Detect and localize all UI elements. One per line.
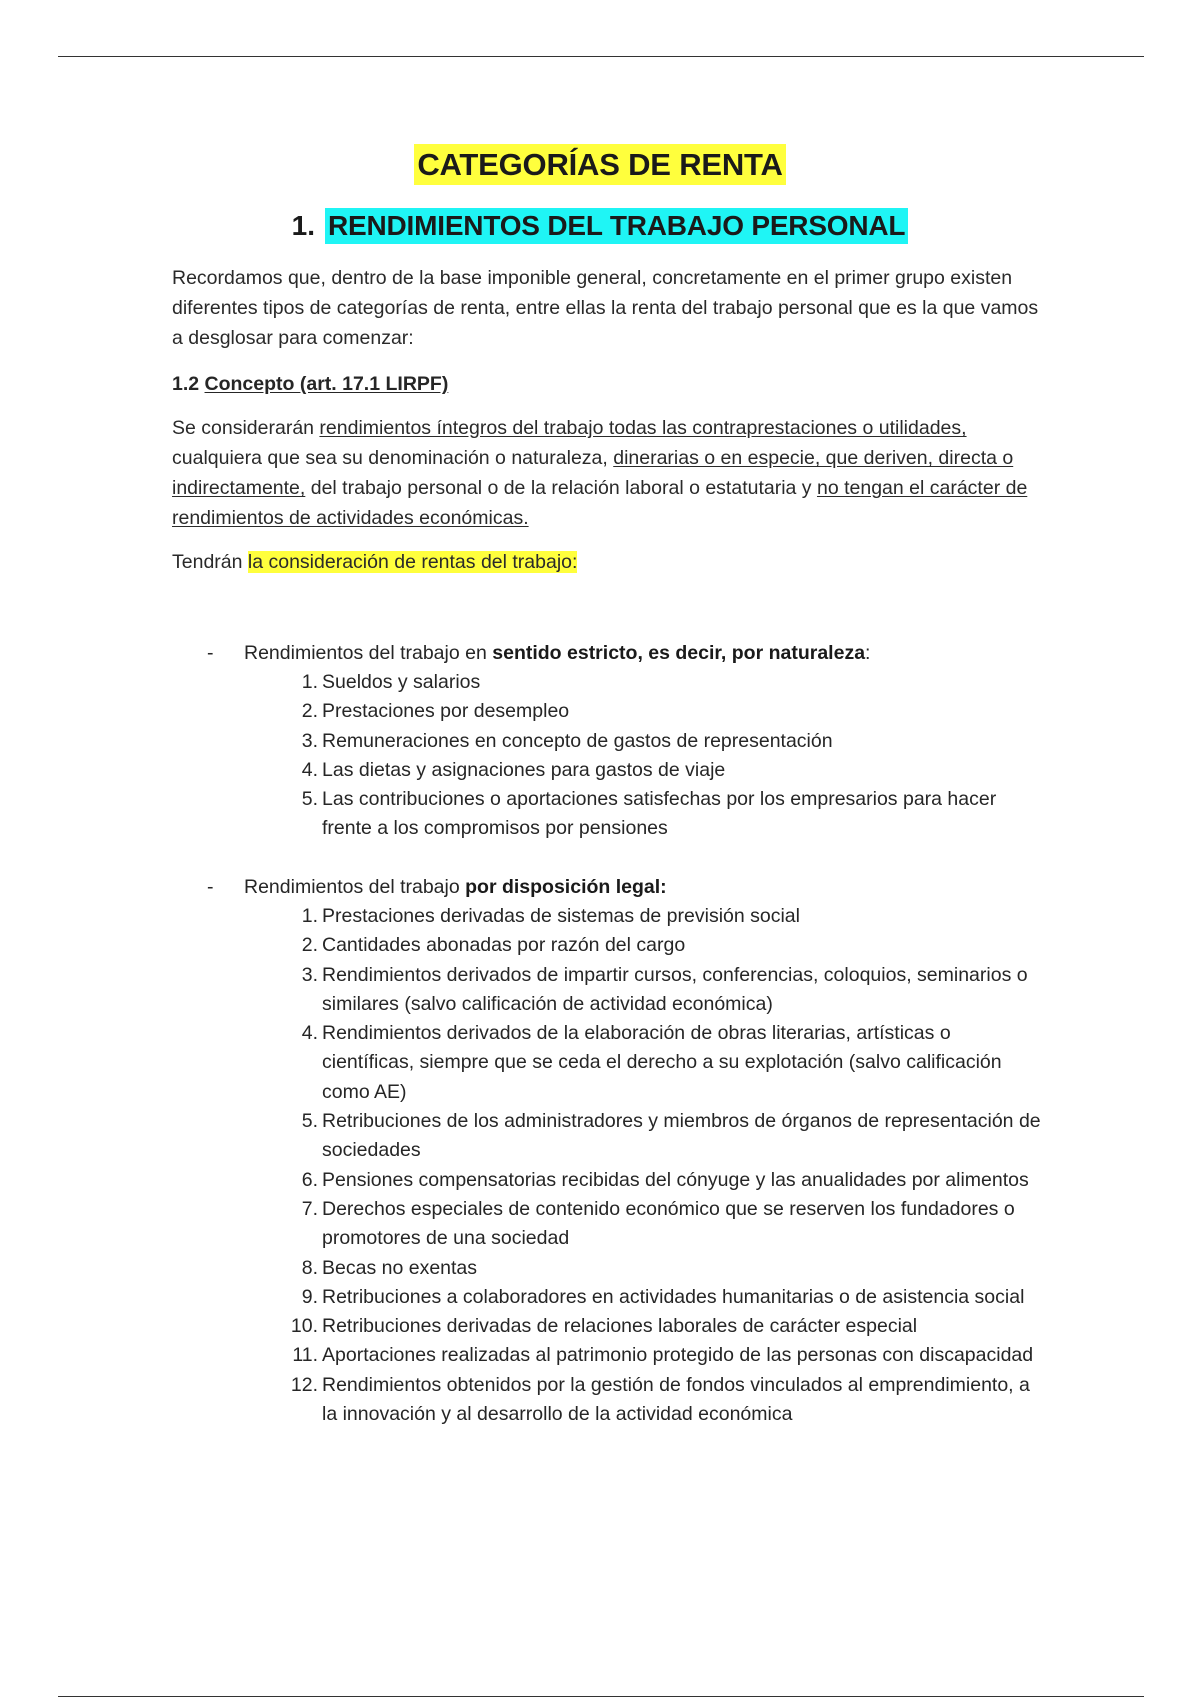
concept-paragraph — [172, 413, 1052, 533]
intro-paragraph: Recordamos que, dentro de la base imponible general, concretamente en el primer grupo existen diferentes tipos de categorías de renta, entre ellas la renta del trabajo personal que es la que vamos a desglosar para comenzar: — [172, 267, 1039, 349]
list-item — [0, 1195, 1042, 1254]
list-item — [0, 961, 1042, 1020]
dash-bullet: - — [207, 642, 214, 664]
lead-prefix: Rendimientos del trabajo — [244, 876, 466, 898]
lead-bold: sentido estricto, es decir, por naturaleza — [492, 642, 866, 664]
lead-prefix: Rendimientos del trabajo en — [244, 642, 493, 664]
list-item — [0, 1166, 1042, 1195]
dash-bullet: - — [207, 876, 214, 898]
group-legal-list — [0, 902, 1200, 1429]
top-rule — [58, 56, 1144, 57]
bottom-rule — [58, 1696, 1144, 1697]
list-item — [0, 756, 1042, 785]
consideration-line — [172, 547, 1052, 577]
item-number: 9. — [301, 1285, 318, 1308]
item-text: Becas no exentas — [322, 1256, 478, 1279]
consideration-prefix: Tendrán — [172, 551, 248, 573]
item-text: Remuneraciones en concepto de gastos de representación — [322, 729, 833, 752]
item-text: Retribuciones de los administradores y miembros de órganos de representación de sociedades — [322, 1110, 1041, 1162]
list-item — [0, 1371, 1042, 1430]
item-number: 2. — [301, 934, 318, 957]
list-item — [0, 1107, 1042, 1166]
item-number: 6. — [301, 1168, 318, 1191]
item-number: 3. — [301, 729, 318, 752]
item-text: Cantidades abonadas por razón del cargo — [322, 934, 686, 957]
lead-bold: por disposición legal: — [465, 876, 667, 898]
lead-suffix: : — [865, 642, 871, 664]
concept-text-3: del trabajo personal o de la relación laboral o estatutaria y — [305, 477, 817, 499]
list-item — [0, 785, 1042, 844]
item-number: 2. — [301, 700, 318, 723]
consideration-highlight: la consideración de rentas del trabajo: — [247, 551, 578, 573]
concept-text-2: cualquiera que sea su denominación o naturaleza, — [172, 447, 614, 469]
group-natural — [0, 638, 1200, 844]
item-number: 4. — [301, 758, 318, 781]
group-natural-list — [0, 668, 1200, 844]
group-natural-lead — [0, 638, 1200, 668]
item-text: Aportaciones realizadas al patrimonio protegido de las personas con discapacidad — [322, 1344, 1034, 1367]
group-legal-lead-text — [244, 872, 667, 902]
item-text: Rendimientos obtenidos por la gestión de fondos vinculados al emprendimiento, a la innovación y al desarrollo de la actividad económica — [322, 1373, 1030, 1426]
item-number: 3. — [301, 963, 318, 986]
item-number: 8. — [301, 1256, 318, 1279]
group-natural-lead-text — [244, 638, 870, 668]
list-item — [0, 1341, 1042, 1370]
list-item — [0, 902, 1042, 931]
item-text: Las contribuciones o aportaciones satisfechas por los empresarios para hacer frente a los compromisos por pensiones — [322, 788, 997, 840]
subheading — [172, 369, 448, 399]
item-text: Prestaciones por desempleo — [322, 700, 570, 723]
subheading-number: 1.2 — [172, 373, 200, 395]
item-number: 5. — [301, 788, 318, 811]
list-item — [0, 1283, 1042, 1312]
section-number: 1. — [291, 210, 316, 241]
group-legal-lead — [0, 872, 1200, 902]
item-number: 5. — [301, 1110, 318, 1133]
item-text: Rendimientos derivados de impartir cursos, conferencias, coloquios, seminarios o similares (salvo calificación de actividad económica) — [322, 963, 1028, 1015]
group-legal — [0, 872, 1200, 1429]
item-text: Sueldos y salarios — [322, 671, 481, 693]
item-text: Las dietas y asignaciones para gastos de viaje — [322, 758, 726, 781]
item-text: Rendimientos derivados de la elaboración de obras literarias, artísticas o científicas, siempre que se ceda el derecho a su explotación (salvo calificación como AE) — [322, 1022, 1002, 1103]
item-text: Prestaciones derivadas de sistemas de previsión social — [322, 905, 800, 927]
list-item — [0, 1312, 1042, 1341]
item-number: 10. — [290, 1315, 318, 1338]
item-number: 1. — [301, 671, 318, 693]
item-text: Derechos especiales de contenido económico que se reserven los fundadores o promotores de una sociedad — [322, 1197, 1015, 1250]
subheading-text: Concepto (art. 17.1 LIRPF) — [204, 373, 449, 395]
item-number: 11. — [292, 1344, 318, 1367]
concept-underline-3: no tengan el carácter de rendimientos de actividades económicas. — [172, 477, 1028, 529]
item-number: 4. — [301, 1022, 318, 1045]
title-block — [0, 144, 1200, 185]
item-number: 12. — [290, 1373, 318, 1396]
concept-underline-2: dinerarias o en especie, que deriven, directa o indirectamente, — [172, 447, 1014, 499]
list-item — [0, 668, 1042, 697]
list-item — [0, 727, 1042, 756]
page-title: CATEGORÍAS DE RENTA — [414, 144, 785, 185]
item-text: Retribuciones a colaboradores en actividades humanitarias o de asistencia social — [322, 1285, 1025, 1308]
item-number: 7. — [301, 1197, 318, 1220]
section-heading: RENDIMIENTOS DEL TRABAJO PERSONAL — [325, 208, 908, 244]
item-text: Pensiones compensatorias recibidas del cónyuge y las anualidades por alimentos — [322, 1168, 1029, 1191]
item-number: 1. — [301, 905, 318, 927]
item-text: Retribuciones derivadas de relaciones laborales de carácter especial — [322, 1315, 918, 1338]
list-item — [0, 1019, 1042, 1107]
concept-underline-1: rendimientos íntegros del trabajo todas las contraprestaciones o utilidades, — [319, 417, 967, 439]
concept-text-1: Se considerarán — [172, 417, 320, 439]
list-item — [0, 1254, 1042, 1283]
list-item — [0, 697, 1042, 726]
list-item — [0, 931, 1042, 960]
section-heading-block — [0, 208, 1200, 244]
